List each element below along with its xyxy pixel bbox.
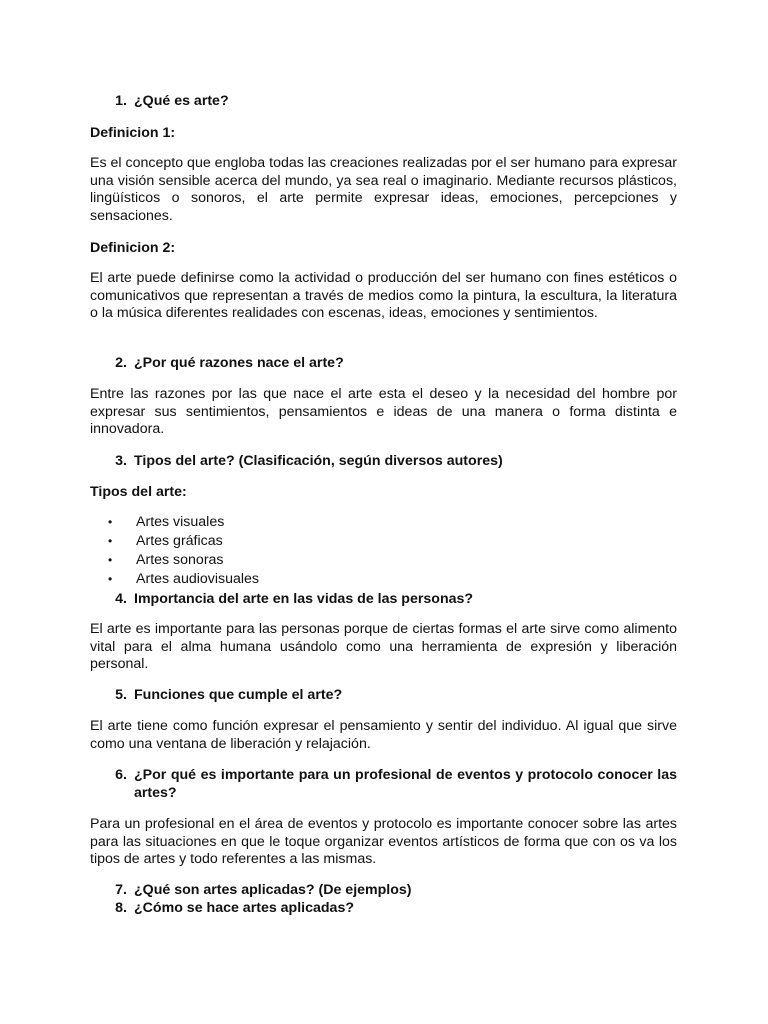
list-item	[90, 571, 590, 590]
bullet-icon: •	[108, 534, 113, 548]
answer-6-paragraph: Para un profesional en el área de eventos y protocolo es importante conocer sobre las artes para las situaciones en que le toque organizar eventos artísticos de forma que con os va los tipos de artes y todo referentes a las mismas.	[90, 816, 677, 867]
answer-5-paragraph: El arte tiene como función expresar el pensamiento y sentir del individuo. Al igual que sirve como una ventana de liberación y relajación.	[90, 718, 677, 752]
list-item-text: Artes sonoras	[136, 552, 224, 568]
definition-1-paragraph: Es el concepto que engloba todas las creaciones realizadas por el ser humano para expresar una visión sensible acerca del mundo, ya sea real o imaginario. Mediante recursos plásticos, lingüísticos o sonoros, el arte permite expresar ideas, emociones, percepciones y sensaciones.	[90, 155, 677, 224]
list-item	[90, 552, 590, 571]
question-4	[90, 591, 677, 609]
question-7	[90, 882, 677, 900]
answer-4-paragraph: El arte es importante para las personas porque de ciertas formas el arte sirve como alimento vital para el alma humana usándolo como una herramienta de expresión y liberación personal.	[90, 621, 677, 672]
types-list	[90, 514, 590, 590]
question-number: 6.	[115, 767, 127, 783]
question-text: ¿Por qué razones nace el arte?	[134, 355, 344, 371]
bullet-icon: •	[108, 515, 113, 529]
question-number: 8.	[115, 900, 127, 916]
question-number: 3.	[115, 453, 127, 469]
question-text: Tipos del arte? (Clasificación, según diversos autores)	[134, 453, 503, 469]
question-6	[90, 767, 677, 802]
bullet-icon: •	[108, 553, 113, 567]
question-1	[90, 93, 677, 111]
question-text: ¿Qué es arte?	[134, 93, 229, 109]
answer-2-paragraph: Entre las razones por las que nace el arte esta el deseo y la necesidad del hombre por expresar sus sentimientos, pensamientos e ideas de una manera o forma distinta e innovadora.	[90, 386, 677, 437]
question-8	[90, 900, 677, 918]
question-text: Importancia del arte en las vidas de las personas?	[134, 591, 474, 607]
definition-2-heading: Definicion 2:	[90, 240, 176, 256]
question-number: 2.	[115, 355, 127, 371]
question-text: ¿Cómo se hace artes aplicadas?	[134, 900, 354, 916]
list-item-text: Artes audiovisuales	[136, 571, 260, 587]
question-number: 4.	[115, 591, 127, 607]
list-item	[90, 533, 590, 552]
question-text: ¿Qué son artes aplicadas? (De ejemplos)	[134, 882, 412, 898]
question-5	[90, 687, 677, 705]
question-2	[90, 355, 677, 373]
list-item-text: Artes gráficas	[136, 533, 223, 549]
question-3	[90, 453, 677, 471]
question-text: ¿Por qué es importante para un profesional de eventos y protocolo conocer las artes?	[134, 767, 677, 801]
bullet-icon: •	[108, 572, 113, 586]
question-number: 5.	[115, 687, 127, 703]
question-number: 1.	[115, 93, 127, 109]
question-number: 7.	[115, 882, 127, 898]
definition-1-heading: Definicion 1:	[90, 125, 176, 141]
definition-2-paragraph: El arte puede definirse como la actividad o producción del ser humano con fines estéticos o comunicativos que representan a través de medios como la pintura, la escultura, la literatura o la música diferentes realidades con escenas, ideas, emociones y sentimientos.	[90, 270, 677, 321]
list-item-text: Artes visuales	[136, 514, 225, 530]
question-text: Funciones que cumple el arte?	[134, 687, 343, 703]
types-heading: Tipos del arte:	[90, 484, 187, 500]
list-item	[90, 514, 590, 533]
